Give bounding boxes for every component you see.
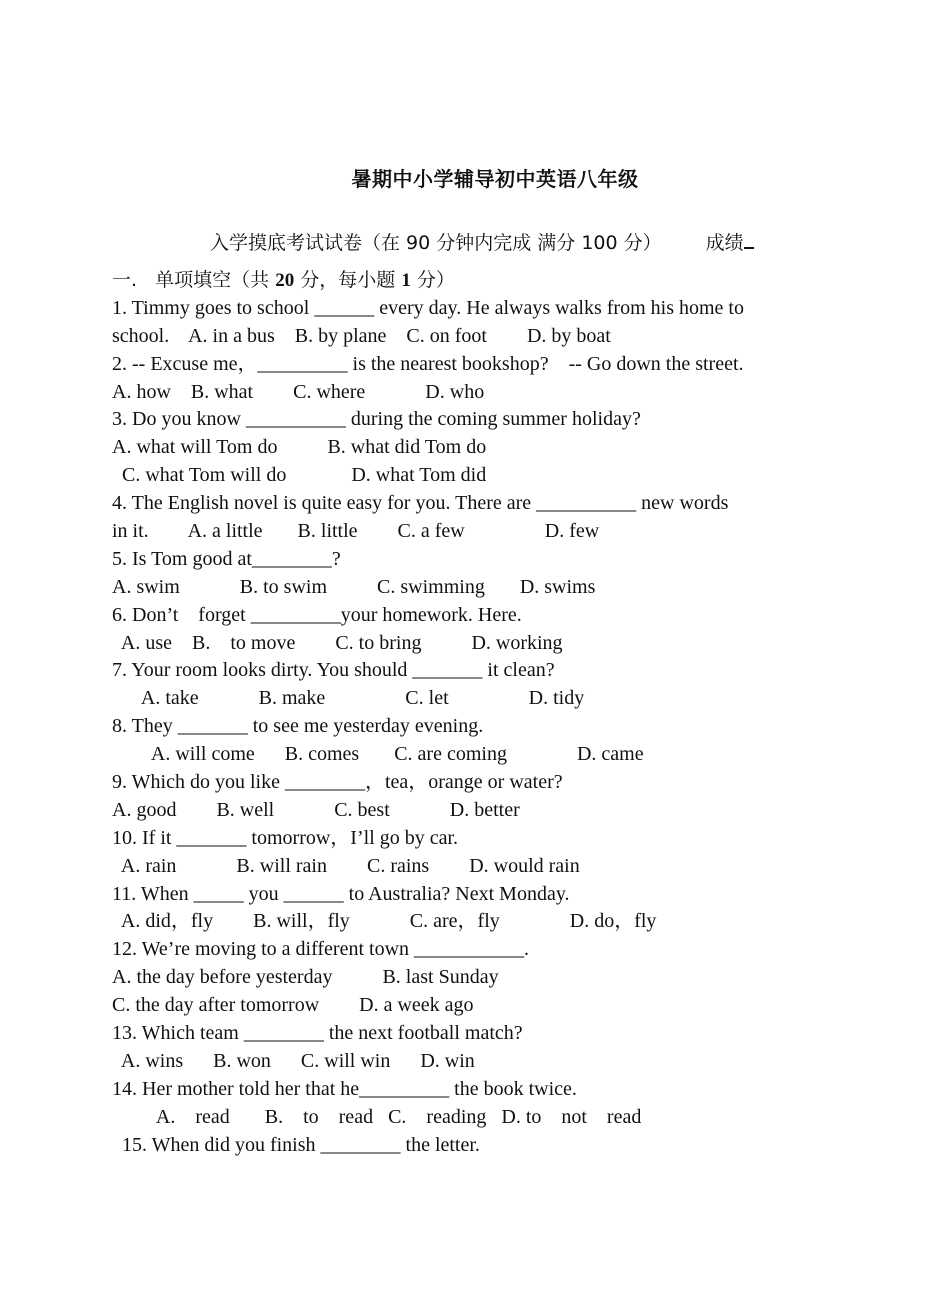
question-line: 7. Your room looks dirty. You should _______ it clean?: [112, 659, 555, 682]
exam-subtitle: [210, 227, 754, 255]
question-line: A. how B. what C. where D. who: [112, 380, 485, 403]
question-line: 14. Her mother told her that he_________ the book twice.: [112, 1077, 577, 1100]
question-line: A. will come B. comes C. are coming D. came: [112, 743, 644, 766]
question-list: [112, 267, 912, 1160]
exam-instructions: 入学摸底考试试卷（在 90 分钟内完成 满分 100 分）: [210, 232, 662, 254]
section-points-total: 20: [275, 270, 295, 291]
question-line: A. use B. to move C. to bring D. working: [112, 631, 563, 654]
question-line: 6. Don’t forget _________your homework. Here.: [112, 603, 522, 626]
question-line: A. did，fly B. will，fly C. are，fly D. do，fly: [112, 910, 657, 933]
question-line: 2. -- Excuse me，_________ is the nearest bookshop? -- Go down the street.: [112, 352, 744, 375]
score-blank: [744, 227, 754, 249]
section-points-each: 1: [401, 270, 411, 291]
question-line: 8. They _______ to see me yesterday evening.: [112, 715, 484, 738]
section-name-mid: 分，每小题: [294, 269, 402, 291]
question-line: A. wins B. won C. will win D. win: [112, 1049, 475, 1072]
question-line: school. A. in a bus B. by plane C. on foot D. by boat: [112, 324, 611, 347]
score-label: 成绩: [705, 232, 744, 254]
question-line: C. what Tom will do D. what Tom did: [112, 464, 487, 487]
section-name-pre: 单项填空（共: [137, 269, 276, 291]
section-number: 一.: [112, 269, 138, 291]
question-line: 11. When _____ you ______ to Australia? Next Monday.: [112, 882, 570, 905]
question-line: A. good B. well C. best D. better: [112, 798, 520, 821]
question-line: A. the day before yesterday B. last Sunday: [112, 966, 499, 989]
question-line: 9. Which do you like ________，tea，orange or water?: [112, 771, 563, 794]
question-line: C. the day after tomorrow D. a week ago: [112, 994, 474, 1017]
question-line: in it. A. a little B. little C. a few D. few: [112, 520, 600, 543]
question-line: 15. When did you finish ________ the letter.: [112, 1133, 480, 1156]
exam-title: 暑期中小学辅导初中英语八年级: [351, 167, 639, 191]
question-line: A. read B. to read C. reading D. to not read: [112, 1105, 642, 1128]
question-line: A. what will Tom do B. what did Tom do: [112, 436, 487, 459]
question-line: A. swim B. to swim C. swimming D. swims: [112, 575, 596, 598]
question-line: 10. If it _______ tomorrow，I’ll go by car.: [112, 826, 459, 849]
section-heading: [112, 267, 912, 295]
question-line: 4. The English novel is quite easy for you. There are __________ new words: [112, 492, 729, 515]
question-line: 12. We’re moving to a different town ___________.: [112, 938, 530, 961]
question-line: 1. Timmy goes to school ______ every day. He always walks from his home to: [112, 296, 744, 319]
question-line: A. take B. make C. let D. tidy: [112, 687, 585, 710]
question-line: 5. Is Tom good at________?: [112, 547, 341, 570]
section-name-post: 分）: [410, 269, 455, 291]
question-line: 13. Which team ________ the next football match?: [112, 1022, 523, 1045]
question-line: A. rain B. will rain C. rains D. would rain: [112, 854, 580, 877]
question-line: 3. Do you know __________ during the coming summer holiday?: [112, 408, 641, 431]
